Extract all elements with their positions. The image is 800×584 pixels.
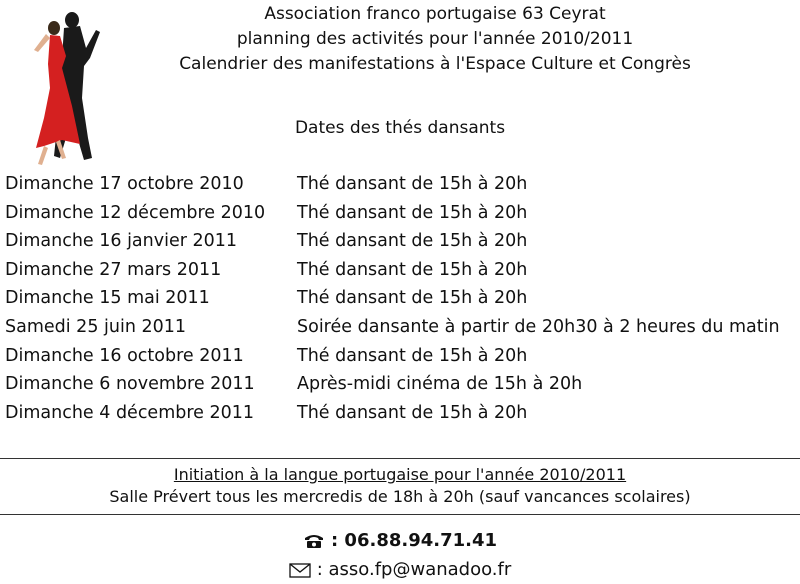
list-item (5, 231, 800, 260)
email-contact (0, 559, 800, 580)
event-activity: Thé dansant de 15h à 20h (297, 288, 528, 309)
event-date: Dimanche 15 mai 2011 (5, 288, 210, 309)
list-item (5, 317, 800, 346)
list-item (5, 374, 800, 403)
event-date: Dimanche 27 mars 2011 (5, 259, 222, 280)
calendar-title: Calendrier des manifestations à l'Espace Culture et Congrès (179, 54, 691, 74)
list-item (5, 288, 800, 317)
document-header (120, 2, 750, 77)
envelope-icon (289, 563, 311, 578)
event-date: Dimanche 16 octobre 2011 (5, 345, 244, 366)
list-item (5, 260, 800, 289)
event-date: Samedi 25 juin 2011 (5, 316, 187, 337)
event-date: Dimanche 12 décembre 2010 (5, 202, 266, 223)
phone-contact (0, 530, 800, 551)
portuguese-course-section (0, 464, 800, 508)
email-address[interactable]: : asso.fp@wanadoo.fr (316, 559, 512, 580)
event-activity: Thé dansant de 15h à 20h (297, 202, 528, 223)
event-activity: Après-midi cinéma de 15h à 20h (297, 374, 583, 395)
event-date: Dimanche 4 décembre 2011 (5, 402, 255, 423)
event-activity: Thé dansant de 15h à 20h (297, 259, 528, 280)
portuguese-course-detail: Salle Prévert tous les mercredis de 18h à 20h (sauf vancances scolaires) (109, 487, 691, 506)
event-activity: Thé dansant de 15h à 20h (297, 345, 528, 366)
tango-dancers-illustration (14, 8, 106, 168)
event-activity: Soirée dansante à partir de 20h30 à 2 heures du matin (297, 316, 780, 337)
tea-dance-subtitle: Dates des thés dansants (294, 118, 506, 138)
events-list (5, 174, 800, 431)
section-divider (0, 458, 800, 459)
list-item (5, 346, 800, 375)
phone-number: : 06.88.94.71.41 (330, 530, 498, 551)
event-activity: Thé dansant de 15h à 20h (297, 402, 528, 423)
planning-title: planning des activités pour l'année 2010/2011 (236, 29, 634, 49)
list-item (5, 403, 800, 432)
event-date: Dimanche 17 octobre 2010 (5, 174, 244, 194)
portuguese-course-title: Initiation à la langue portugaise pour l'année 2010/2011 (173, 465, 627, 484)
event-activity: Thé dansant de 15h à 20h (297, 231, 528, 252)
list-item (5, 174, 800, 203)
event-date: Dimanche 6 novembre 2011 (5, 374, 255, 395)
telephone-icon (303, 533, 325, 549)
association-name: Association franco portugaise 63 Ceyrat (264, 4, 606, 24)
section-divider-bottom (0, 514, 800, 515)
list-item (5, 203, 800, 232)
event-activity: Thé dansant de 15h à 20h (297, 174, 528, 194)
event-date: Dimanche 16 janvier 2011 (5, 231, 238, 252)
